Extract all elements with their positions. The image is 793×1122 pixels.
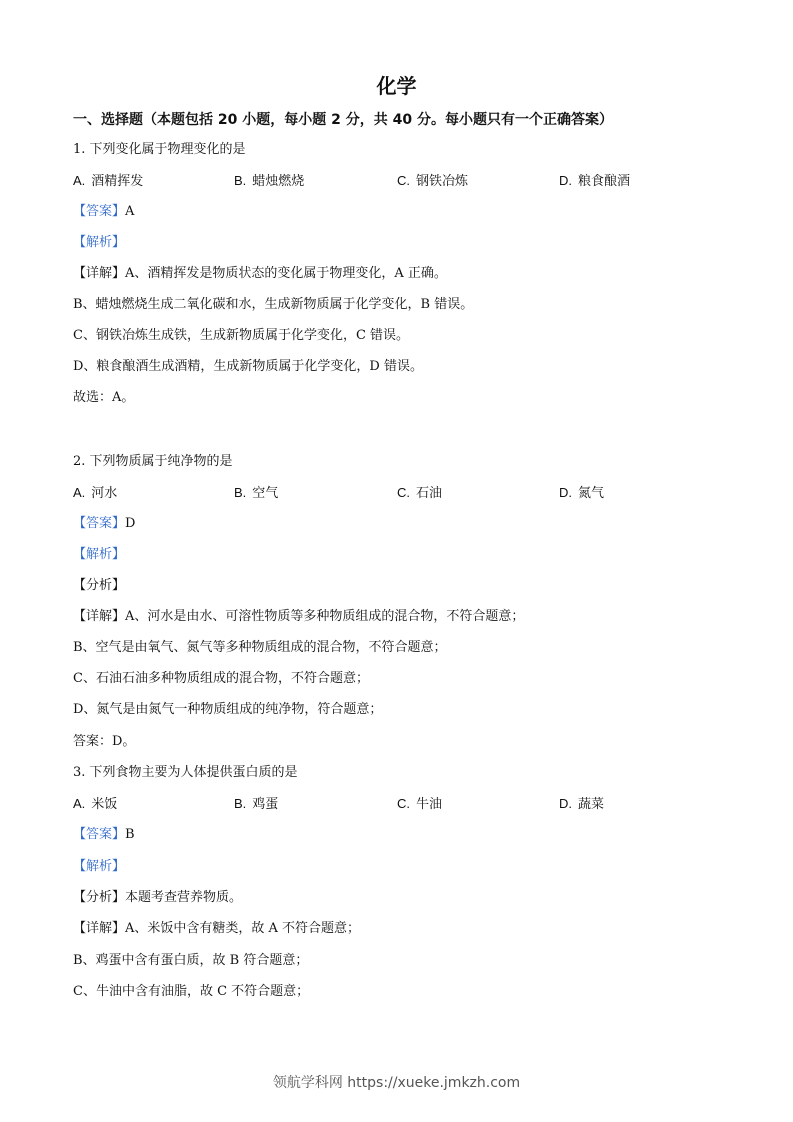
explanation-c: C、钢铁冶炼生成铁，生成新物质属于化学变化，C 错误。 — [73, 328, 410, 343]
explanation-c: C、牛油中含有油脂，故 C 不符合题意； — [73, 984, 310, 999]
option-a: A. 米饭 — [73, 796, 118, 812]
answer-tag: 【答案】 — [73, 516, 126, 531]
detail-line: 【详解】A、河水是由水、可溶性物质等多种物质组成的混合物，不符合题意； — [73, 609, 525, 624]
explanation-b: B、空气是由氧气、氮气等多种物质组成的混合物，不符合题意； — [73, 640, 447, 655]
explanation-d: D、粮食酿酒生成酒精，生成新物质属于化学变化，D 错误。 — [73, 359, 423, 374]
option-a: A. 河水 — [73, 485, 118, 501]
question-2-stem: 2. 下列物质属于纯净物的是 — [73, 454, 233, 469]
option-d: D. 氮气 — [559, 485, 605, 501]
option-d: D. 蔬菜 — [559, 796, 605, 812]
footer-watermark: 领航学科网 https://xueke.jmkzh.com — [272, 1075, 521, 1091]
explanation-d: D、氮气是由氮气一种物质组成的纯净物，符合题意； — [73, 702, 383, 717]
explanation-b: B、鸡蛋中含有蛋白质，故 B 符合题意； — [73, 953, 309, 968]
answer-value: D — [125, 516, 136, 531]
answer-tag: 【答案】 — [73, 204, 126, 219]
fenxi-line: 【分析】本题考查营养物质。 — [73, 890, 243, 905]
answer-line — [73, 204, 134, 220]
analysis-tag: 【解析】 — [73, 859, 126, 874]
question-3-stem: 3. 下列食物主要为人体提供蛋白质的是 — [73, 765, 298, 780]
section-heading: 一、选择题（本题包括 20 小题，每小题 2 分，共 40 分。每小题只有一个正确答案） — [73, 112, 613, 128]
option-a: A. 酒精挥发 — [73, 173, 144, 189]
explanation-b: B、蜡烛燃烧生成二氧化碳和水，生成新物质属于化学变化，B 错误。 — [73, 297, 474, 312]
option-b: B. 鸡蛋 — [234, 796, 279, 812]
option-c: C. 石油 — [397, 485, 443, 501]
detail-line: 【详解】A、酒精挥发是物质状态的变化属于物理变化，A 正确。 — [73, 266, 447, 281]
option-b: B. 空气 — [234, 485, 279, 501]
fenxi-line: 【分析】 — [73, 578, 126, 593]
conclusion: 答案：D。 — [73, 734, 136, 749]
explanation-c: C、石油石油多种物质组成的混合物，不符合题意； — [73, 671, 369, 686]
conclusion: 故选：A。 — [73, 390, 135, 405]
question-1-stem: 1. 下列变化属于物理变化的是 — [73, 142, 246, 157]
option-b: B. 蜡烛燃烧 — [234, 173, 305, 189]
analysis-tag: 【解析】 — [73, 235, 126, 250]
answer-line — [73, 827, 135, 843]
answer-line — [73, 516, 135, 532]
analysis-tag: 【解析】 — [73, 547, 126, 562]
answer-tag: 【答案】 — [73, 827, 126, 842]
detail-line: 【详解】A、米饭中含有糖类，故 A 不符合题意； — [73, 921, 361, 936]
answer-value: A — [125, 204, 135, 219]
option-c: C. 钢铁冶炼 — [397, 173, 469, 189]
page-title: 化学 — [376, 74, 417, 98]
option-d: D. 粮食酿酒 — [559, 173, 631, 189]
option-c: C. 牛油 — [397, 796, 443, 812]
answer-value: B — [125, 827, 135, 842]
